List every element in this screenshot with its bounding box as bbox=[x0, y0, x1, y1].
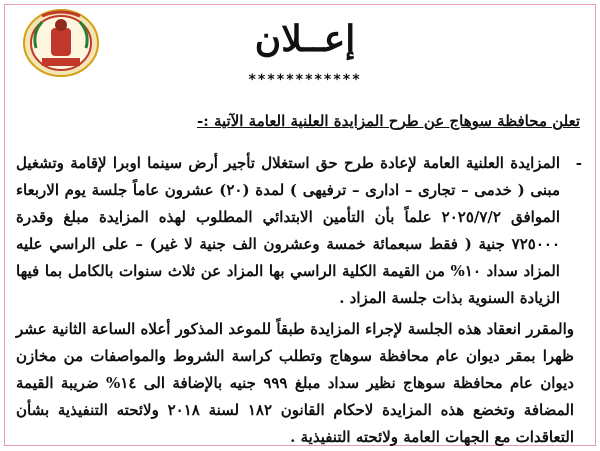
bullet-marker: - bbox=[575, 154, 582, 172]
paragraph-auction-details: المزايدة العلنية العامة لإعادة طرح حق استغلال تأجير أرض سينما اوبرا لإقامة وتشغيل مبنى ( خدمى – تجارى – ادارى – ترفيهى ) لمدة (٢٠) عشرون عاماً جلسة يوم الاربعاء الموافق ٢٠٢٥/٧/٢ علماً بأن التأمين الابتدائي المطلوب لهذه المزايدة مبلغ وقدرة ٧٢٥٠٠٠ جنية ( فقط سبعمائة خمسة وعشرون الف جنية لا غير) – على الراسي عليه المزاد سداد ١٠% من القيمة الكلية الراسي بها المزاد عن ثلاث سنوات بالكامل بما فيها الزيادة السنوية بذات جلسة المزاد . bbox=[16, 154, 560, 307]
announcement-subtitle: تعلن محافظة سوهاج عن طرح المزايدة العلنية العامة الآتية :- bbox=[197, 112, 580, 130]
page-title: إعــلان bbox=[254, 18, 356, 60]
asterisk-divider: ************ bbox=[248, 72, 362, 88]
governorate-seal-icon bbox=[22, 8, 100, 78]
announcement-body bbox=[16, 150, 582, 451]
paragraph-session-terms: والمقرر انعقاد هذه الجلسة لإجراء المزايدة طبقاً للموعد المذكور أعلاه الساعة الثانية عشر ظهرا بمقر ديوان عام محافظة سوهاج وتطلب كراسة الشروط والمواصفات من مخازن ديوان عام محافظة سوهاج نظير سداد مبلغ ٩٩٩ جنيه بالإضافة الى ١٤% ضريبة القيمة المضافة وتخضع هذه المزايدة لاحكام القانون ١٨٢ لسنة ٢٠١٨ ولائحته التنفيذية بشأن التعاقدات مع الجهات العامة ولائحته التنفيذية . bbox=[16, 320, 575, 446]
